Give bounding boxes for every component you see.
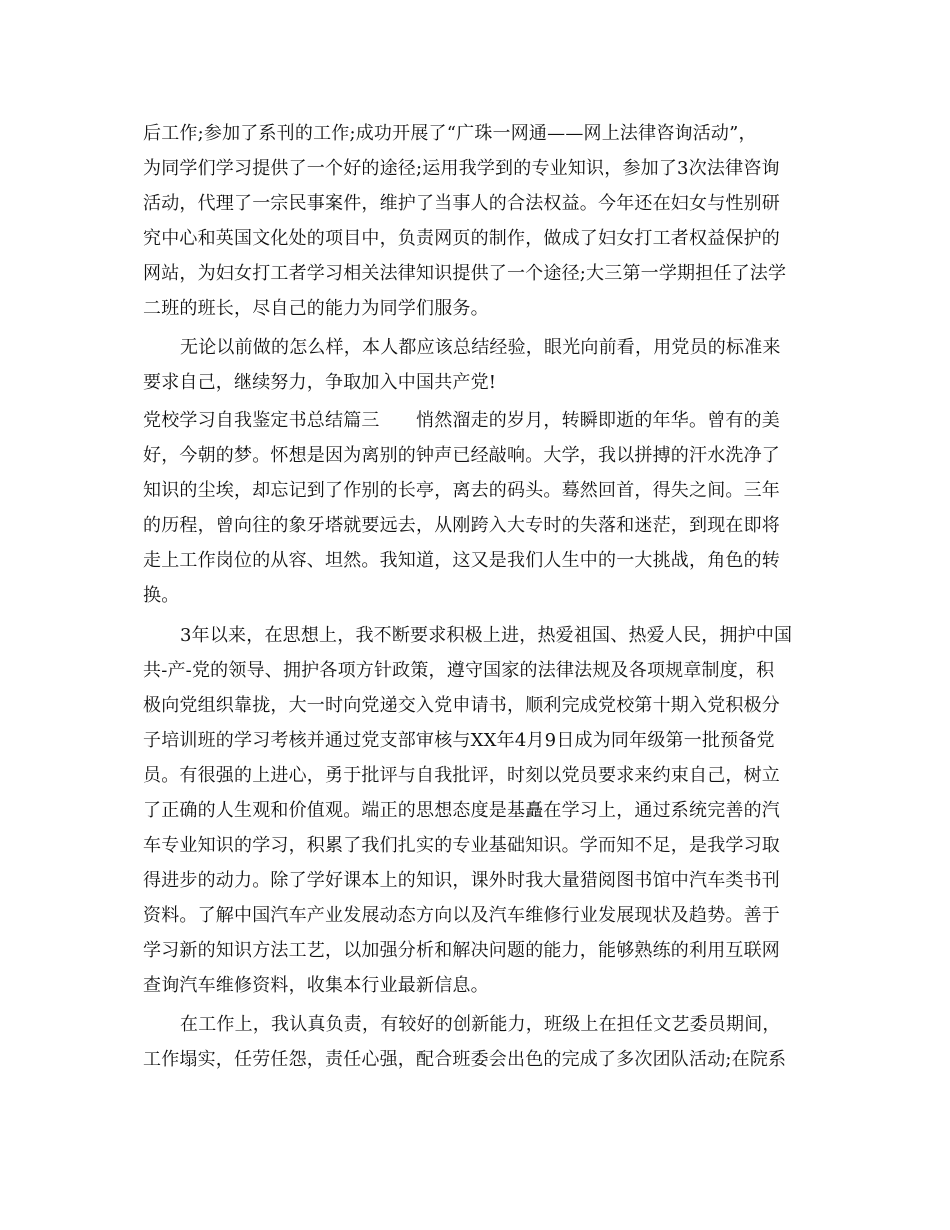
text-line: 活动，代理了一宗民事案件，维护了当事人的合法权益。今年还在妇女与性别研 (143, 193, 780, 214)
section-heading-line: 党校学习自我鉴定书总结篇三 悄然溜走的岁月，转瞬即逝的年华。曾有的美 (143, 410, 780, 431)
text-line: 在工作上，我认真负责，有较好的创新能力，班级上在担任文艺委员期间， (180, 1014, 781, 1035)
text-line: 极向党组织靠拢，大一时向党递交入党申请书，顺利完成党校第十期入党积极分 (143, 695, 780, 716)
text-line: 的历程，曾向往的象牙塔就要远去，从刚跨入大专时的失落和迷茫，到现在即将 (143, 515, 780, 536)
text-line: 二班的班长，尽自己的能力为同学们服务。 (143, 298, 489, 319)
text-line: 走上工作岗位的从容、坦然。我知道，这又是我们人生中的一大挑战，角色的转 (143, 550, 780, 571)
text-line: 无论以前做的怎么样，本人都应该总结经验，眼光向前看，用党员的标准来 (180, 337, 781, 358)
text-line: 得进步的动力。除了学好课本上的知识，课外时我大量猎阅图书馆中汽车类书刊 (143, 870, 780, 891)
text-line: 学习新的知识方法工艺，以加强分析和解决问题的能力，能够熟练的利用互联网 (143, 940, 780, 961)
text-line: 好，今朝的梦。怀想是因为离别的钟声已经敲响。大学，我以拼搏的汗水洗净了 (143, 445, 780, 466)
text-line: 共-产-党的领导、拥护各项方针政策，遵守国家的法律法规及各项规章制度，积 (143, 660, 775, 681)
text-line: 查询汽车维修资料，收集本行业最新信息。 (143, 975, 489, 996)
text-line: 了正确的人生观和价值观。端正的思想态度是基矗在学习上，通过系统完善的汽 (143, 800, 780, 821)
text-line: 换。 (143, 585, 180, 606)
text-line: 知识的尘埃，却忘记到了作别的长亭，离去的码头。蓦然回首，得失之间。三年 (143, 480, 780, 501)
text-line: 资料。了解中国汽车产业发展动态方向以及汽车维修行业发展现状及趋势。善于 (143, 905, 780, 926)
text-line: 究中心和英国文化处的项目中，负责网页的制作，做成了妇女打工者权益保护的 (143, 228, 780, 249)
text-line: 车专业知识的学习，积累了我们扎实的专业基础知识。学而知不足，是我学习取 (143, 835, 780, 856)
text-line: 后工作;参加了系刊的工作;成功开展了“广珠一网通——网上法律咨询活动”， (143, 123, 757, 144)
text-line: 工作塌实，任劳任怨，责任心强，配合班委会出色的完成了多次团队活动;在院系 (143, 1049, 787, 1070)
text-line: 要求自己，继续努力，争取加入中国共产党! (143, 372, 497, 393)
text-line: 子培训班的学习考核并通过党支部审核与XX年4月9日成为同年级第一批预备党 (143, 730, 775, 751)
text-line: 为同学们学习提供了一个好的途径;运用我学到的专业知识，参加了3次法律咨询 (143, 158, 780, 179)
text-line: 员。有很强的上进心，勇于批评与自我批评，时刻以党员要求来约束自己，树立 (143, 765, 780, 786)
text-line: 3年以来，在思想上，我不断要求积极上进，热爱祖国、热爱人民，拥护中国 (180, 625, 793, 646)
text-line: 网站，为妇女打工者学习相关法律知识提供了一个途径;大三第一学期担任了法学 (143, 263, 787, 284)
